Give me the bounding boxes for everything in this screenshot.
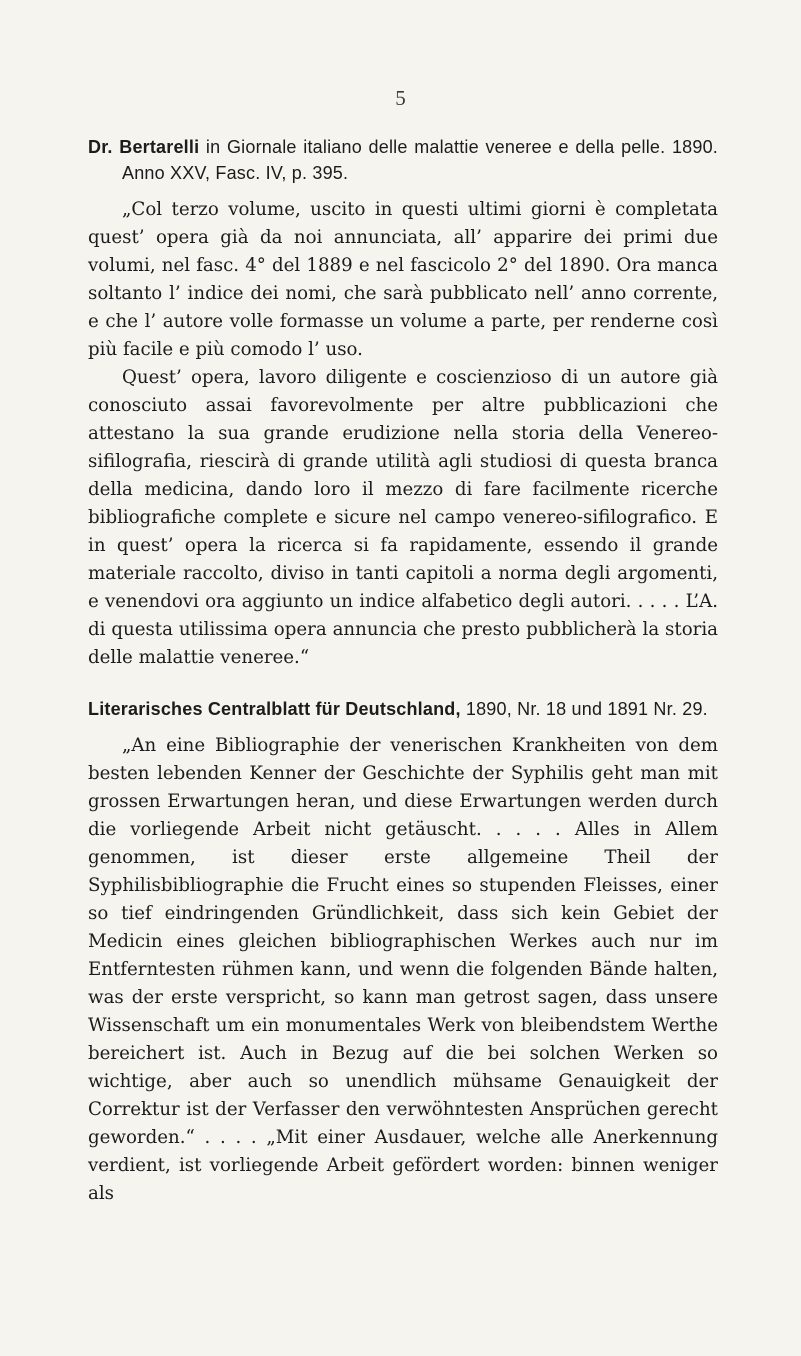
citation-bertarelli xyxy=(88,134,718,186)
quote-paragraph: Quest’ opera, lavoro diligente e coscienzioso di un autore già conosciuto assai favorevolmente per altre pubblicazioni che attestano la sua grande erudizione nella storia della Venereo-sifilografia, riescirà di grande utilità agli studiosi di questa branca della medicina, dando loro il mezzo di fare facilmente ricerche bibliografiche complete e sicure nel campo venereo-sifilografico. E in quest’ opera la ricerca si fa rapidamente, essendo il grande materiale raccolto, diviso in tanti capitoli a norma degli argomenti, e venendovi ora aggiunto un indice alfabetico degli autori. . . . . L’A. di questa utilissima opera annuncia che presto pubblicherà la storia delle malattie veneree.“ xyxy=(88,367,718,668)
quote-paragraph: „Col terzo volume, uscito in questi ultimi giorni è completata quest’ opera già da noi annunciata, all’ apparire dei primi due volumi, nel fasc. 4° del 1889 e nel fascicolo 2° del 1890. Ora manca soltanto l’ indice dei nomi, che sarà pubblicato nell’ anno corrente, e che l’ autore volle formasse un volume a parte, per renderne così più facile e più comodo l’ uso. xyxy=(88,199,718,360)
citation-literarisches-centralblatt xyxy=(88,696,718,722)
citation-source: Dr. Bertarelli xyxy=(88,137,200,157)
citation-details: 1890, Nr. 18 und 1891 Nr. 29. xyxy=(460,699,708,719)
quote-paragraph: „An eine Bibliographie der venerischen Krankheiten von dem besten lebenden Kenner der Geschichte der Syphilis geht man mit grossen Erwartungen heran, und diese Erwartungen werden durch die vorliegende Arbeit nicht getäuscht. . . . . Alles in Allem genommen, ist dieser erste allgemeine Theil der Syphilisbibliographie die Frucht eines so stupenden Fleisses, einer so tief eindringenden Gründlichkeit, dass sich kein Gebiet der Medicin eines gleichen bibliographischen Werkes auch nur im Entferntesten rühmen kann, und wenn die folgenden Bände halten, was der erste verspricht, so kann man getrost sagen, dass unsere Wissenschaft um ein monumentales Werk von bleibendstem Werthe bereichert ist. Auch in Bezug auf die bei solchen Werken so wichtige, aber auch so unendlich mühsame Genauigkeit der Correktur ist der Verfasser den verwöhntesten Ansprüchen gerecht geworden.“ . . . . „Mit einer Ausdauer, welche alle Anerkennung verdient, ist vorliegende Arbeit gefördert worden: binnen weniger als xyxy=(88,735,718,1204)
page-number: 5 xyxy=(395,86,406,110)
citation-source: Literarisches Centralblatt für Deutschland, xyxy=(88,699,461,719)
citation-details: in Giornale italiano delle malattie veneree e della pelle. 1890. Anno XXV, Fasc. IV, p. 395. xyxy=(122,137,718,183)
page-body xyxy=(88,134,718,1208)
